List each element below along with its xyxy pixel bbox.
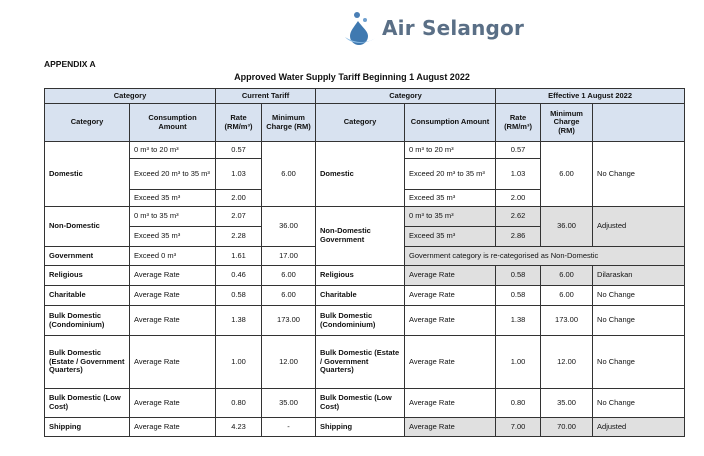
rate-cell-new: 0.58 [496,266,541,286]
min-charge-cell: - [262,418,316,437]
remark-cell: No Change [593,142,685,207]
category-cell: Domestic [45,142,130,207]
header-category-group-new: Category [316,89,496,104]
rate-cell-new: 1.38 [496,306,541,336]
amount-cell-new: Average Rate [405,389,496,418]
tier-cell-new: 0 m³ to 20 m³ [405,142,496,159]
tier-cell: Exceed 20 m³ to 35 m³ [130,159,216,190]
header-category-new: Category [316,104,405,142]
amount-cell: Average Rate [130,266,216,286]
rate-cell-new: 2.00 [496,190,541,207]
rate-cell: 0.80 [216,389,262,418]
tariff-table [44,88,685,437]
category-cell-new: Bulk Domestic (Condominium) [316,306,405,336]
header-consumption: Consumption Amount [130,104,216,142]
tier-cell: 0 m³ to 35 m³ [130,207,216,227]
category-cell: Bulk Domestic (Estate / Government Quarters) [45,336,130,389]
min-charge-cell-new: 12.00 [541,336,593,389]
table-row [45,142,685,159]
min-charge-cell: 17.00 [262,247,316,266]
header-remark [593,104,685,142]
table-row [45,306,685,336]
min-charge-cell: 12.00 [262,336,316,389]
min-charge-cell-new: 6.00 [541,286,593,306]
header-effective: Effective 1 August 2022 [496,89,685,104]
header-min-charge: Minimum Charge (RM) [262,104,316,142]
header-rate-new: Rate (RM/m³) [496,104,541,142]
brand-logo [344,10,524,46]
min-charge-cell-new: 35.00 [541,389,593,418]
amount-cell: Average Rate [130,418,216,437]
header-category-group: Category [45,89,216,104]
min-charge-cell: 6.00 [262,142,316,207]
amount-cell: Average Rate [130,336,216,389]
category-cell: Bulk Domestic (Low Cost) [45,389,130,418]
remark-cell: Dilaraskan [593,266,685,286]
rate-cell: 0.58 [216,286,262,306]
tier-cell-new: 0 m³ to 35 m³ [405,207,496,227]
document-title: Approved Water Supply Tariff Beginning 1 August 2022 [234,72,470,82]
amount-cell: Exceed 0 m³ [130,247,216,266]
rate-cell: 4.23 [216,418,262,437]
rate-cell-new: 1.03 [496,159,541,190]
category-cell-new: Charitable [316,286,405,306]
table-row [45,336,685,389]
category-cell: Shipping [45,418,130,437]
amount-cell-new: Average Rate [405,336,496,389]
tier-cell: 0 m³ to 20 m³ [130,142,216,159]
category-cell-new: Bulk Domestic (Estate / Government Quarters) [316,336,405,389]
table-row [45,266,685,286]
remark-cell: Adjusted [593,207,685,247]
header-consumption-new: Consumption Amount [405,104,496,142]
amount-cell-new: Average Rate [405,286,496,306]
amount-cell-new: Average Rate [405,266,496,286]
tier-cell: Exceed 35 m³ [130,190,216,207]
rate-cell: 1.03 [216,159,262,190]
table-row [45,207,685,227]
category-cell: Non-Domestic [45,207,130,247]
min-charge-cell: 6.00 [262,286,316,306]
min-charge-cell-new: 70.00 [541,418,593,437]
tier-cell-new: Exceed 20 m³ to 35 m³ [405,159,496,190]
remark-cell: No Change [593,286,685,306]
tier-cell: Exceed 35 m³ [130,227,216,247]
header-min-charge-new: Minimum Charge (RM) [541,104,593,142]
remark-cell: Adjusted [593,418,685,437]
remark-cell: No Change [593,306,685,336]
min-charge-cell-new: 6.00 [541,266,593,286]
min-charge-cell-new: 36.00 [541,207,593,247]
header-group-row [45,89,685,104]
amount-cell-new: Average Rate [405,306,496,336]
category-cell-new: Non-Domestic Government [316,207,405,266]
rate-cell-new: 7.00 [496,418,541,437]
rate-cell-new: 2.86 [496,227,541,247]
table-row [45,418,685,437]
table-row [45,389,685,418]
min-charge-cell: 35.00 [262,389,316,418]
category-cell-new: Shipping [316,418,405,437]
appendix-label: APPENDIX A [44,59,96,69]
category-cell-new: Religious [316,266,405,286]
rate-cell: 1.38 [216,306,262,336]
min-charge-cell-new: 6.00 [541,142,593,207]
rate-cell-new: 2.62 [496,207,541,227]
header-columns-row [45,104,685,142]
tier-cell-new: Exceed 35 m³ [405,190,496,207]
header-rate: Rate (RM/m³) [216,104,262,142]
amount-cell: Average Rate [130,306,216,336]
remark-cell: No Change [593,389,685,418]
min-charge-cell: 173.00 [262,306,316,336]
rate-cell-new: 0.57 [496,142,541,159]
amount-cell-new: Average Rate [405,418,496,437]
remark-cell: No Change [593,336,685,389]
category-cell: Government [45,247,130,266]
amount-cell: Average Rate [130,286,216,306]
rate-cell: 2.28 [216,227,262,247]
category-cell: Charitable [45,286,130,306]
rate-cell: 2.07 [216,207,262,227]
min-charge-cell: 6.00 [262,266,316,286]
brand-name: Air Selangor [382,16,525,40]
rate-cell: 0.46 [216,266,262,286]
category-cell: Bulk Domestic (Condominium) [45,306,130,336]
category-cell-new: Domestic [316,142,405,207]
category-cell: Religious [45,266,130,286]
tier-cell-new: Exceed 35 m³ [405,227,496,247]
rate-cell-new: 0.80 [496,389,541,418]
rate-cell: 1.61 [216,247,262,266]
rate-cell: 1.00 [216,336,262,389]
water-drop-icon [344,10,378,46]
rate-cell: 0.57 [216,142,262,159]
header-current-tariff: Current Tariff [216,89,316,104]
category-cell-new: Bulk Domestic (Low Cost) [316,389,405,418]
rate-cell-new: 1.00 [496,336,541,389]
table-row [45,286,685,306]
min-charge-cell: 36.00 [262,207,316,247]
header-category: Category [45,104,130,142]
amount-cell: Average Rate [130,389,216,418]
recategorised-note: Government category is re-categorised as Non-Domestic [405,247,685,266]
min-charge-cell-new: 173.00 [541,306,593,336]
rate-cell: 2.00 [216,190,262,207]
rate-cell-new: 0.58 [496,286,541,306]
